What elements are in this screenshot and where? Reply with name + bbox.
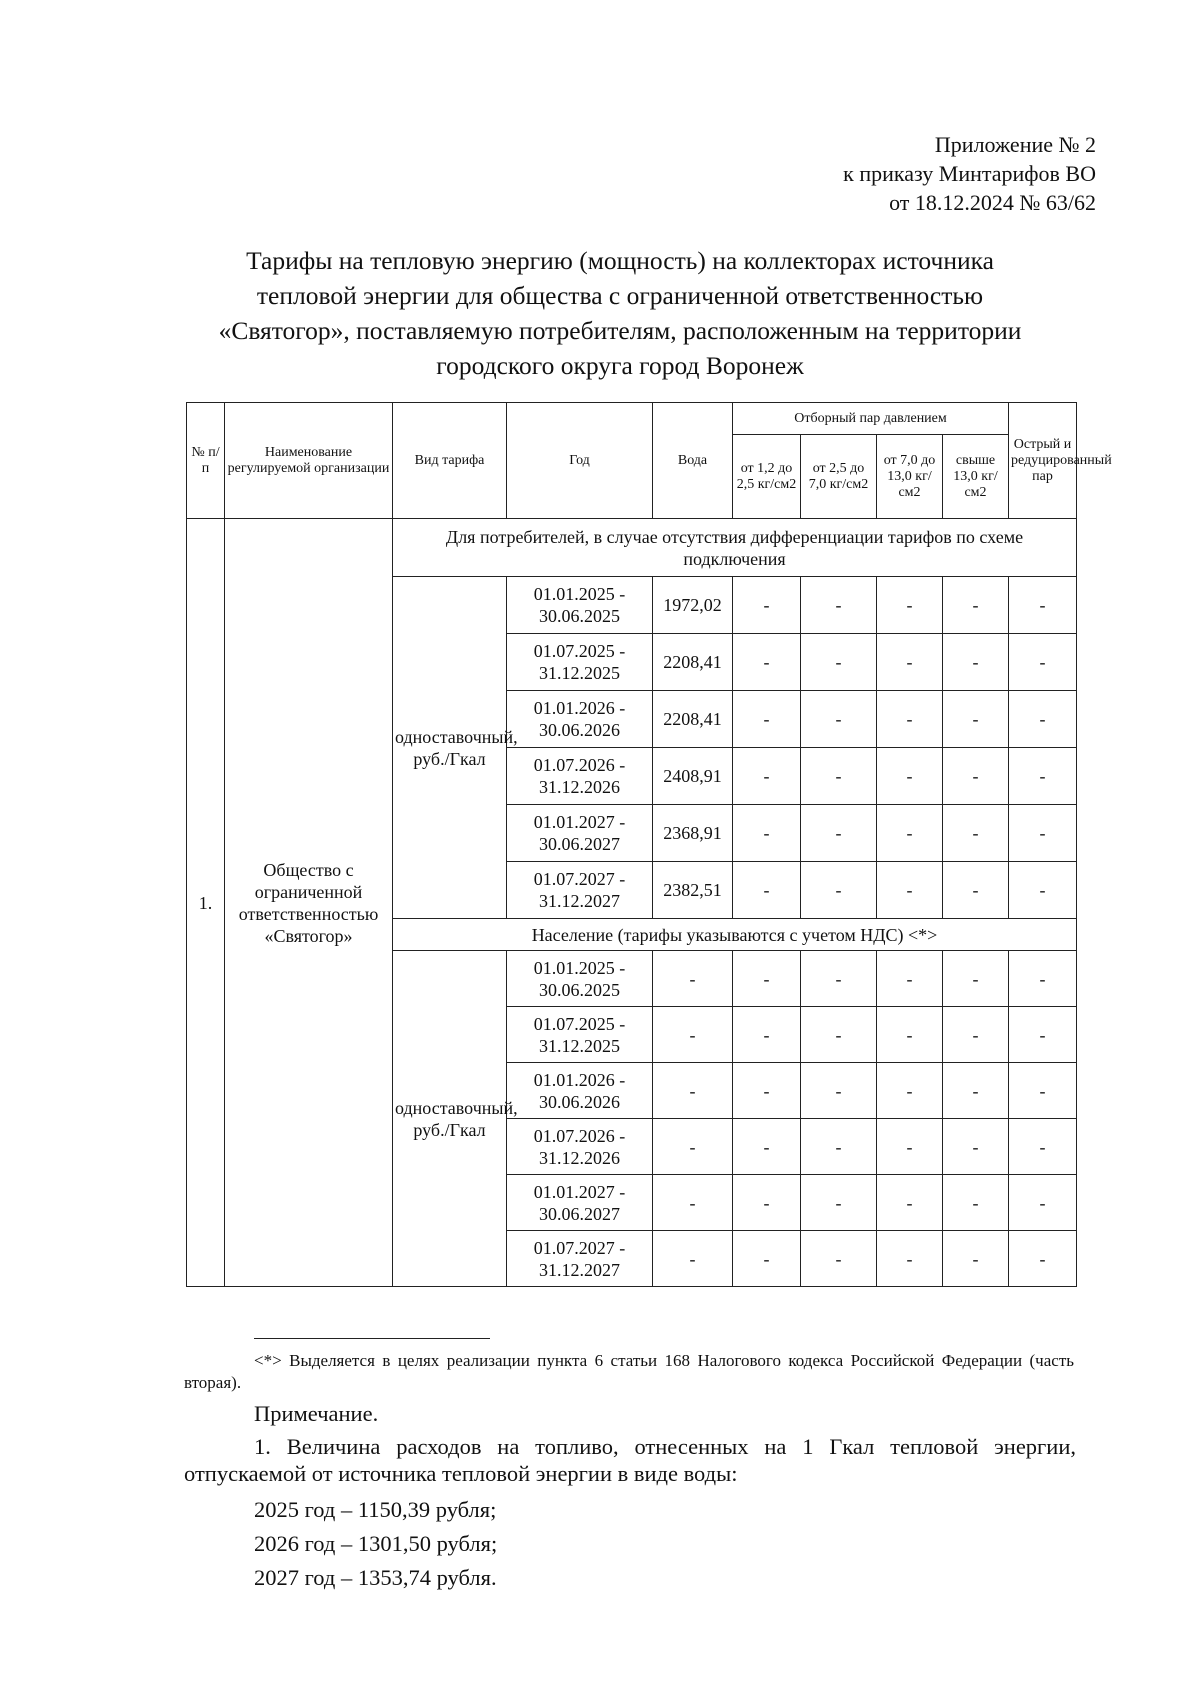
period-cell: 01.01.2025 - 30.06.2025 [507, 951, 653, 1007]
steam-value-s3: - [877, 805, 943, 862]
steam-value-sharp: - [1009, 1063, 1077, 1119]
steam-value-s4: - [943, 691, 1009, 748]
steam-value-sharp: - [1009, 1175, 1077, 1231]
header-org: Наименование регулируемой организации [225, 403, 393, 519]
water-value: 1972,02 [653, 577, 733, 634]
water-value: 2408,91 [653, 748, 733, 805]
steam-value-s3: - [877, 691, 943, 748]
note-paragraph: 1. Величина расходов на топливо, отнесенных на 1 Гкал тепловой энергии, отпускаемой от источника тепловой энергии в виде воды: [184, 1434, 1076, 1486]
steam-value-sharp: - [1009, 748, 1077, 805]
steam-value-s2: - [801, 1063, 877, 1119]
steam-value-s2: - [801, 951, 877, 1007]
period-cell: 01.07.2027 - 31.12.2027 [507, 1231, 653, 1287]
appendix-reference [843, 130, 1096, 217]
header-steam-group: Отборный пар давлением [733, 403, 1009, 435]
period-cell: 01.07.2027 - 31.12.2027 [507, 862, 653, 919]
title-line: городского округа город Воронеж [436, 351, 804, 380]
header-steam-1: от 1,2 до 2,5 кг/см2 [733, 435, 801, 519]
period-cell: 01.07.2026 - 31.12.2026 [507, 748, 653, 805]
header-tariff-type: Вид тарифа [393, 403, 507, 519]
steam-value-s1: - [733, 691, 801, 748]
steam-value-s2: - [801, 805, 877, 862]
tariff-type: одноставочный, руб./Гкал [393, 951, 507, 1287]
water-value: - [653, 1063, 733, 1119]
steam-value-s2: - [801, 1175, 877, 1231]
header-year: Год [507, 403, 653, 519]
title-line: тепловой энергии для общества с ограниченной ответственностью [256, 281, 984, 310]
water-value: 2208,41 [653, 634, 733, 691]
water-value: 2208,41 [653, 691, 733, 748]
steam-value-sharp: - [1009, 805, 1077, 862]
period-cell: 01.07.2026 - 31.12.2026 [507, 1119, 653, 1175]
water-value: - [653, 1231, 733, 1287]
steam-value-sharp: - [1009, 862, 1077, 919]
fuel-cost-item: 2027 год – 1353,74 рубля. [254, 1565, 497, 1590]
steam-value-s2: - [801, 1119, 877, 1175]
title-line: Тарифы на тепловую энергию (мощность) на коллекторах источника [246, 246, 994, 275]
steam-value-s2: - [801, 634, 877, 691]
steam-value-s4: - [943, 805, 1009, 862]
steam-value-s1: - [733, 951, 801, 1007]
footnote-divider [254, 1338, 490, 1339]
steam-value-s3: - [877, 577, 943, 634]
header-steam-3: от 7,0 до 13,0 кг/см2 [877, 435, 943, 519]
steam-value-s3: - [877, 1007, 943, 1063]
header-steam-4: свыше 13,0 кг/см2 [943, 435, 1009, 519]
row-number: 1. [187, 519, 225, 1287]
water-value: - [653, 1007, 733, 1063]
steam-value-s3: - [877, 862, 943, 919]
steam-value-s4: - [943, 1007, 1009, 1063]
steam-value-sharp: - [1009, 1231, 1077, 1287]
footnote: <*> Выделяется в целях реализации пункта 6 статьи 168 Налогового кодекса Российской Федерации (часть вторая). [184, 1351, 1074, 1392]
steam-value-s1: - [733, 1231, 801, 1287]
appendix-order: к приказу Минтарифов ВО [843, 161, 1096, 186]
title-line: «Святогор», поставляемую потребителям, расположенным на территории [218, 316, 1022, 345]
steam-value-sharp: - [1009, 634, 1077, 691]
steam-value-s4: - [943, 951, 1009, 1007]
steam-value-sharp: - [1009, 951, 1077, 1007]
steam-value-s2: - [801, 1231, 877, 1287]
tariff-type: одноставочный, руб./Гкал [393, 577, 507, 919]
steam-value-s1: - [733, 1119, 801, 1175]
period-cell: 01.01.2027 - 30.06.2027 [507, 1175, 653, 1231]
steam-value-s3: - [877, 1231, 943, 1287]
section-title: Население (тарифы указываются с учетом НДС) <*> [393, 919, 1077, 951]
steam-value-s4: - [943, 634, 1009, 691]
steam-value-s1: - [733, 1007, 801, 1063]
steam-value-s2: - [801, 748, 877, 805]
fuel-cost-item: 2025 год – 1150,39 рубля; [254, 1497, 497, 1522]
steam-value-s1: - [733, 805, 801, 862]
steam-value-s1: - [733, 634, 801, 691]
header-sharp-steam: Острый и редуцированный пар [1009, 403, 1077, 519]
period-cell: 01.01.2026 - 30.06.2026 [507, 691, 653, 748]
water-value: 2368,91 [653, 805, 733, 862]
steam-value-s3: - [877, 748, 943, 805]
steam-value-s2: - [801, 862, 877, 919]
header-steam-2: от 2,5 до 7,0 кг/см2 [801, 435, 877, 519]
steam-value-s2: - [801, 577, 877, 634]
period-cell: 01.07.2025 - 31.12.2025 [507, 1007, 653, 1063]
document-title [180, 243, 1060, 383]
steam-value-s4: - [943, 1175, 1009, 1231]
steam-value-s4: - [943, 1231, 1009, 1287]
steam-value-s1: - [733, 748, 801, 805]
period-cell: 01.01.2026 - 30.06.2026 [507, 1063, 653, 1119]
organization-name: Общество с ограниченной ответственностью «Святогор» [225, 519, 393, 1287]
steam-value-s3: - [877, 1063, 943, 1119]
appendix-date: от 18.12.2024 № 63/62 [889, 190, 1096, 215]
steam-value-s1: - [733, 1175, 801, 1231]
appendix-number: Приложение № 2 [934, 132, 1096, 157]
period-cell: 01.07.2025 - 31.12.2025 [507, 634, 653, 691]
fuel-cost-item: 2026 год – 1301,50 рубля; [254, 1531, 498, 1556]
header-num: № п/п [187, 403, 225, 519]
fuel-cost-list [254, 1493, 497, 1595]
steam-value-s4: - [943, 577, 1009, 634]
steam-value-s4: - [943, 862, 1009, 919]
steam-value-s2: - [801, 1007, 877, 1063]
steam-value-s3: - [877, 634, 943, 691]
steam-value-s3: - [877, 1119, 943, 1175]
steam-value-sharp: - [1009, 577, 1077, 634]
steam-value-sharp: - [1009, 691, 1077, 748]
period-cell: 01.01.2027 - 30.06.2027 [507, 805, 653, 862]
water-value: - [653, 951, 733, 1007]
steam-value-s3: - [877, 951, 943, 1007]
steam-value-s2: - [801, 691, 877, 748]
note-heading: Примечание. [254, 1401, 379, 1426]
water-value: 2382,51 [653, 862, 733, 919]
steam-value-s4: - [943, 1063, 1009, 1119]
steam-value-s1: - [733, 862, 801, 919]
steam-value-sharp: - [1009, 1119, 1077, 1175]
section-title: Для потребителей, в случае отсутствия дифференциации тарифов по схеме подключения [393, 519, 1077, 577]
water-value: - [653, 1119, 733, 1175]
water-value: - [653, 1175, 733, 1231]
steam-value-s3: - [877, 1175, 943, 1231]
steam-value-s1: - [733, 1063, 801, 1119]
steam-value-s4: - [943, 748, 1009, 805]
steam-value-s4: - [943, 1119, 1009, 1175]
period-cell: 01.01.2025 - 30.06.2025 [507, 577, 653, 634]
steam-value-s1: - [733, 577, 801, 634]
header-water: Вода [653, 403, 733, 519]
tariff-table [186, 402, 1112, 1287]
steam-value-sharp: - [1009, 1007, 1077, 1063]
